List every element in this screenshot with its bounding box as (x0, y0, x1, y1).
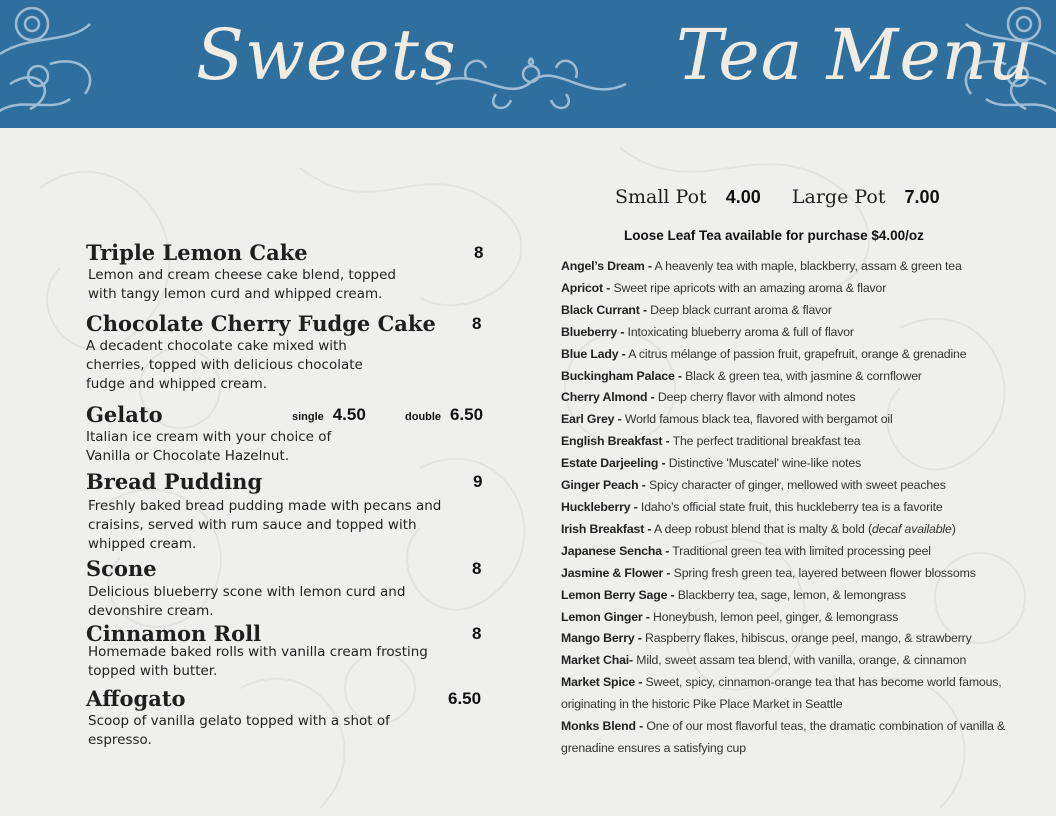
gelato-single-price: 4.50 (332, 405, 366, 424)
tea-list (561, 256, 1011, 760)
sweet-item-chocolate-cherry-fudge-cake (86, 311, 496, 394)
tea-name: Earl Grey - (561, 412, 622, 427)
tea-item-ginger-peach (561, 475, 1011, 497)
sweet-item-bread-pudding (86, 469, 496, 554)
sweet-description: Lemon and cream cheese cake blend, topped with tangy lemon curd and whipped cream. (88, 267, 396, 302)
tea-item-estate-darjeeling (561, 453, 1011, 475)
tea-item-mango-berry (561, 628, 1011, 650)
tea-description: Raspberry flakes, hibiscus, orange peel, mango, & strawberry (641, 631, 972, 646)
tea-description: Blackberry tea, sage, lemon, & lemongrass (674, 587, 907, 602)
gelato-double-label: double (405, 411, 442, 423)
large-pot-price: 7.00 (904, 187, 940, 207)
tea-item-apricot (561, 278, 1011, 300)
sweet-item-affogato (86, 686, 496, 750)
tea-description: Deep black currant aroma & flavor (646, 302, 832, 317)
sweet-description: Delicious blueberry scone with lemon curd and devonshire cream. (88, 584, 406, 619)
sweet-price: 8 (472, 624, 482, 643)
sweet-item-triple-lemon-cake (86, 240, 496, 304)
large-pot-label: Large Pot (791, 186, 886, 208)
tea-name: Lemon Berry Sage - (561, 587, 675, 602)
sweet-name: Triple Lemon Cake (86, 240, 308, 265)
tea-name: Blue Lady - (561, 346, 626, 361)
tea-description: Spring fresh green tea, layered between flower blossoms (670, 565, 976, 580)
gelato-single-label: single (292, 411, 324, 423)
tea-item-huckleberry (561, 497, 1011, 519)
tea-item-blue-lady (561, 344, 1011, 366)
tea-description: Honeybush, lemon peel, ginger, & lemongrass (649, 609, 899, 624)
tea-item-lemon-berry-sage (561, 585, 1011, 607)
tea-item-black-currant (561, 300, 1011, 322)
sweet-description: Scoop of vanilla gelato topped with a shot of espresso. (88, 713, 390, 748)
tea-item-buckingham-palace (561, 366, 1011, 388)
sweet-item-cinnamon-roll (86, 621, 496, 681)
tea-name: Ginger Peach - (561, 478, 646, 493)
tea-item-market-spice (561, 672, 1011, 716)
tea-description: Mild, sweet assam tea blend, with vanilla, orange, & cinnamon (633, 653, 967, 668)
tea-item-jasmine-flower (561, 563, 1011, 585)
tea-description: Intoxicating blueberry aroma & full of flavor (624, 324, 854, 339)
tea-name: Lemon Ginger - (561, 609, 650, 624)
tea-description: A heavenly tea with maple, blackberry, assam & green tea (651, 259, 962, 273)
tea-item-english-breakfast (561, 431, 1011, 453)
tea-name: Market Chai- (561, 653, 633, 668)
tea-name: Market Spice - (561, 675, 643, 690)
tea-menu-title: Tea Menu (676, 14, 1034, 96)
tea-description: The perfect traditional breakfast tea (669, 434, 861, 449)
loose-leaf-note: Loose Leaf Tea available for purchase $4.00/oz (624, 228, 924, 243)
tea-item-japanese-sencha (561, 541, 1011, 563)
sweet-name: Affogato (86, 686, 186, 711)
tea-item-market-chai (561, 650, 1011, 672)
tea-description: Traditional green tea with limited processing peel (669, 543, 931, 558)
sweet-price: 8 (472, 559, 482, 578)
tea-item-blueberry (561, 322, 1011, 344)
sweet-item-scone (86, 556, 496, 621)
tea-item-cherry-almond (561, 387, 1011, 409)
gelato-double-option (405, 402, 483, 430)
small-pot-price: 4.00 (725, 187, 761, 207)
tea-item-lemon-ginger (561, 607, 1011, 629)
tea-name: Monks Blend - (561, 719, 644, 734)
tea-description: A deep robust blend that is malty & bold ( (651, 521, 872, 536)
sweet-price: 9 (473, 472, 483, 491)
tea-name: Huckleberry - (561, 499, 638, 514)
tea-description-close: ) (951, 521, 956, 536)
sweet-name: Bread Pudding (86, 469, 263, 494)
tea-description: One of our most flavorful teas, the dramatic combination of vanilla & grenadine ensures a satisfying cup (561, 719, 1006, 755)
small-pot-label: Small Pot (615, 186, 707, 208)
sweet-name: Scone (86, 556, 157, 581)
tea-description: Spicy character of ginger, mellowed with sweet peaches (645, 478, 946, 493)
tea-description: Deep cherry flavor with almond notes (654, 390, 856, 405)
pot-pricing (615, 186, 940, 208)
tea-name: Irish Breakfast - (561, 521, 652, 536)
sweet-item-gelato (86, 402, 496, 466)
tea-name: Buckingham Palace - (561, 368, 682, 383)
tea-name: Mango Berry - (561, 631, 642, 646)
tea-item-angels-dream (561, 256, 1011, 278)
tea-description: Distinctive 'Muscatel' wine-like notes (665, 456, 862, 471)
sweet-description: Homemade baked rolls with vanilla cream frosting topped with butter. (88, 644, 428, 679)
tea-item-earl-grey (561, 409, 1011, 431)
tea-name: Japanese Sencha - (561, 543, 670, 558)
sweet-price: 6.50 (448, 689, 482, 708)
tea-name: English Breakfast - (561, 434, 670, 449)
gelato-double-price: 6.50 (449, 405, 484, 424)
sweet-price: 8 (474, 243, 484, 262)
sweet-name: Chocolate Cherry Fudge Cake (86, 311, 436, 336)
menu-header-banner (0, 0, 1056, 128)
tea-name: Blueberry - (561, 324, 625, 339)
tea-description: Sweet ripe apricots with an amazing aroma & flavor (610, 280, 887, 295)
sweets-title: Sweets (196, 14, 457, 96)
tea-name: Apricot - (561, 280, 611, 295)
floral-corner-left-icon (0, 0, 110, 124)
tea-item-monks-blend (561, 716, 1011, 760)
tea-description: Idaho’s official state fruit, this huckleberry tea is a favorite (637, 499, 943, 514)
tea-name: Cherry Almond - (561, 390, 655, 405)
sweet-name: Cinnamon Roll (86, 621, 262, 646)
tea-name: Estate Darjeeling - (561, 456, 666, 471)
tea-description-italic: decaf available (871, 521, 952, 536)
tea-description: A citrus mélange of passion fruit, grapefruit, orange & grenadine (625, 346, 967, 361)
tea-description: World famous black tea, flavored with bergamot oil (621, 412, 893, 427)
sweet-description: A decadent chocolate cake mixed with cherries, topped with delicious chocolate fudge and whipped cream. (86, 338, 363, 392)
floral-flourish-icon (426, 44, 636, 116)
tea-name: Black Currant - (561, 302, 647, 317)
sweet-price: 8 (472, 314, 482, 333)
tea-name: Jasmine & Flower - (561, 565, 671, 580)
sweet-description: Italian ice cream with your choice of Vanilla or Chocolate Hazelnut. (86, 429, 332, 464)
tea-description: Black & green tea, with jasmine & cornflower (681, 368, 922, 383)
gelato-single-option (292, 402, 366, 430)
tea-name: Angel’s Dream - (561, 259, 652, 273)
tea-description: Sweet, spicy, cinnamon-orange tea that has become world famous, originating in the historic Pike Place Market in Seattle (561, 675, 1002, 712)
sweet-description: Freshly baked bread pudding made with pecans and craisins, served with rum sauce and topped with whipped cream. (88, 498, 442, 552)
tea-item-irish-breakfast (561, 519, 1011, 541)
sweet-name: Gelato (86, 402, 163, 427)
